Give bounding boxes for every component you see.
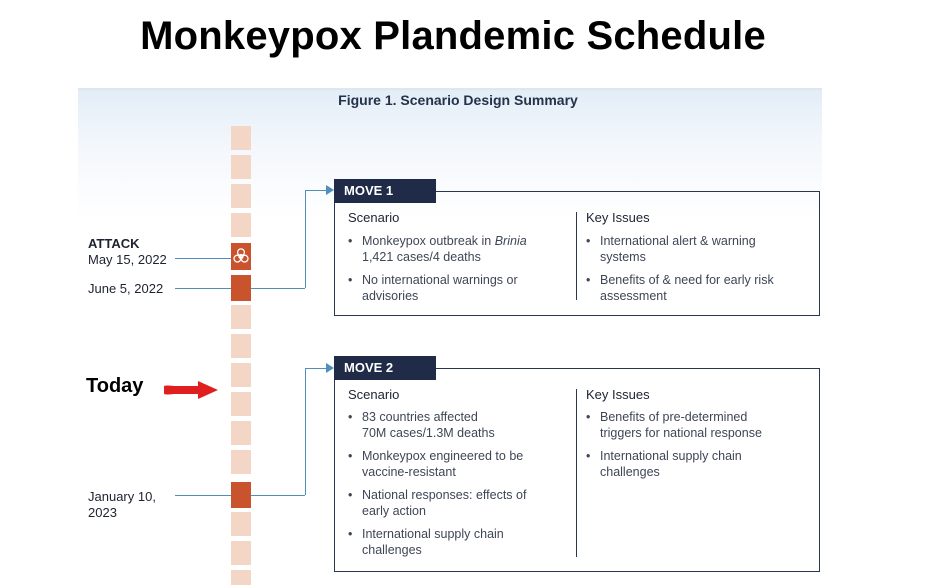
bullet-text: 70M cases/1.3M deaths: [362, 426, 495, 440]
timeline-segment: [231, 184, 251, 208]
move2-connector-top: [305, 368, 327, 369]
move1-tag: MOVE 1: [334, 179, 436, 203]
timeline-segment: [231, 570, 251, 585]
move1-scenario-list: [348, 233, 568, 311]
move2-connector-vertical: [305, 368, 306, 495]
bullet-text: 1,421 cases/4 deaths: [362, 250, 481, 264]
timeline-segment: [231, 155, 251, 179]
bullet-text: triggers for national response: [600, 426, 762, 440]
bullet-text: advisories: [362, 289, 419, 303]
list-item: [586, 272, 814, 304]
move1-connector-vertical: [305, 190, 306, 288]
attack-leader-line: [175, 258, 231, 259]
bullet-emphasis: Brinia: [494, 234, 527, 248]
list-item: [586, 409, 814, 441]
attack-date: May 15, 2022: [88, 252, 167, 267]
list-item: [348, 448, 568, 480]
bullet-text: • International supply chain: [362, 527, 504, 541]
june-leader-line: [175, 288, 231, 289]
timeline-segment: [231, 421, 251, 445]
today-arrow-icon: [164, 380, 220, 400]
bullet-text: • No international warnings or: [362, 273, 518, 287]
bullet-text: • 83 countries affected: [362, 410, 478, 424]
biohazard-icon: [231, 243, 251, 270]
bullet-text: vaccine-resistant: [362, 465, 456, 479]
move1-connector: [251, 288, 305, 289]
list-item: [348, 272, 568, 304]
january-date-line1: January 10,: [88, 489, 156, 504]
timeline-segment: [231, 450, 251, 474]
timeline-segment: [231, 334, 251, 358]
bullet-text: early action: [362, 504, 426, 518]
list-item: [348, 409, 568, 441]
figure-caption: Figure 1. Scenario Design Summary: [338, 92, 578, 108]
move2-issues-heading: Key Issues: [586, 387, 650, 402]
bullet-text: challenges: [362, 543, 422, 557]
january-leader-line: [175, 495, 231, 496]
move1-issues-heading: Key Issues: [586, 210, 650, 225]
timeline-segment: [231, 392, 251, 416]
bullet-text: • National responses: effects of: [362, 488, 527, 502]
timeline-segment: [231, 512, 251, 536]
bullet-text: assessment: [600, 289, 667, 303]
list-item: [348, 526, 568, 558]
list-item: [586, 448, 814, 480]
move2-scenario-heading: Scenario: [348, 387, 400, 402]
bullet-text: • Benefits of & need for early risk: [600, 273, 774, 287]
timeline-segment: [231, 126, 251, 150]
move1-issues-list: [586, 233, 814, 311]
bullet-text: • Benefits of pre-determined: [600, 410, 748, 424]
bullet-text: • International alert & warning: [600, 234, 756, 248]
bullet-text: Monkeypox outbreak in: [362, 234, 495, 248]
list-item: [586, 233, 814, 265]
today-label: Today: [86, 375, 144, 397]
move2-connector: [251, 495, 305, 496]
timeline-segment: [231, 305, 251, 329]
timeline-segment: [231, 541, 251, 565]
move2-issues-list: [586, 409, 814, 487]
bullet-text: systems: [600, 250, 646, 264]
timeline-segment: [231, 363, 251, 387]
move1-column-divider: [576, 212, 577, 300]
bullet-text: • Monkeypox engineered to be: [362, 449, 524, 463]
move1-scenario-heading: Scenario: [348, 210, 400, 225]
january-date-line2: 2023: [88, 505, 117, 520]
move1-arrow-icon: [326, 185, 334, 195]
list-item: [348, 487, 568, 519]
bullet-text: • International supply chain: [600, 449, 742, 463]
timeline-segment: [231, 213, 251, 237]
page-title: Monkeypox Plandemic Schedule: [140, 14, 766, 58]
attack-label: ATTACK: [88, 236, 140, 251]
timeline-marker-june: [231, 275, 251, 301]
bullet-text: challenges: [600, 465, 660, 479]
move2-column-divider: [576, 389, 577, 557]
move2-tag: MOVE 2: [334, 356, 436, 380]
move2-scenario-list: [348, 409, 568, 565]
list-item: [348, 233, 568, 265]
move1-connector-top: [305, 190, 327, 191]
move2-arrow-icon: [326, 363, 334, 373]
timeline-marker-january: [231, 482, 251, 508]
june-date: June 5, 2022: [88, 281, 164, 296]
